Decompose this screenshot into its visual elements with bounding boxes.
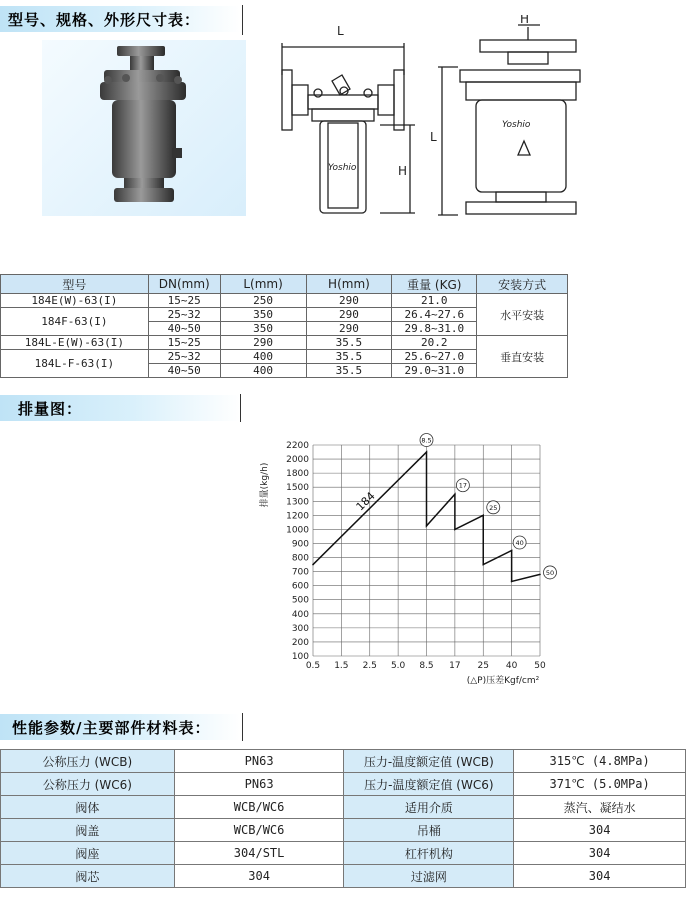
chart-y-tick-label: 1300: [286, 497, 309, 508]
table-row: [1, 336, 568, 350]
dn-cell: 40~50: [148, 364, 220, 378]
l-cell: 400: [220, 350, 306, 364]
chart-x-tick-label: 8.5: [419, 661, 434, 671]
header-weight: 重量 (KG): [392, 275, 477, 294]
chart-x-tick-label: 0.5: [305, 661, 321, 671]
dn-cell: 25~32: [148, 308, 220, 322]
model-cell: 184E(W)-63(I): [1, 294, 149, 308]
chart-y-tick-label: 2200: [286, 441, 309, 451]
weight-cell: 29.8~31.0: [392, 322, 477, 336]
chart-y-tick-label: 900: [291, 539, 309, 550]
param-value-cell: 304: [514, 865, 686, 888]
header-l: L(mm): [220, 275, 306, 294]
param-label-cell: 过滤网: [344, 865, 514, 888]
weight-cell: 29.0~31.0: [392, 364, 477, 378]
spec-table: [0, 274, 568, 378]
chart-y-tick-label: 1200: [286, 511, 309, 522]
product-photo: [42, 40, 246, 216]
table-row: [1, 750, 686, 773]
chart-x-tick-label: 5.0: [390, 661, 406, 671]
header-h: H(mm): [306, 275, 392, 294]
drawing-label-L-side: L: [430, 130, 437, 144]
chart-y-tick-label: 200: [291, 637, 309, 648]
chart-point: [454, 493, 456, 495]
chart-orifice-label: 50: [545, 568, 555, 577]
section-divider: [242, 713, 243, 741]
chart-x-tick-label: 1.5: [334, 661, 349, 671]
param-value-cell: PN63: [174, 750, 344, 773]
param-value-cell: WCB/WC6: [174, 819, 344, 842]
h-cell: 35.5: [306, 336, 392, 350]
table-row: [1, 842, 686, 865]
discharge-chart: [245, 425, 565, 695]
param-label-cell: 公称压力 (WC6): [1, 773, 175, 796]
header-dn: DN(mm): [148, 275, 220, 294]
weight-cell: 21.0: [392, 294, 477, 308]
chart-point: [426, 525, 428, 527]
chart-svg: [245, 425, 565, 695]
l-cell: 250: [220, 294, 306, 308]
param-value-cell: 蒸汽、凝结水: [514, 796, 686, 819]
param-label-cell: 适用介质: [344, 796, 514, 819]
drawing-logo-left: Yoshio: [328, 163, 357, 173]
spec-section-title: 型号、规格、外形尺寸表：: [8, 11, 201, 29]
drawing-label-H: H: [398, 164, 408, 178]
dimension-drawing: [270, 15, 590, 230]
chart-y-tick-label: 400: [291, 609, 309, 620]
dn-cell: 15~25: [148, 294, 220, 308]
chart-y-tick-label: 2000: [286, 455, 309, 466]
chart-point: [482, 564, 484, 566]
model-cell: 184L-E(W)-63(I): [1, 336, 149, 350]
model-cell: 184L-F-63(I): [1, 350, 149, 378]
chart-x-tick-label: 25: [477, 661, 489, 671]
chart-x-axis-label: (△P)压差Kgf/cm²: [466, 676, 540, 686]
table-row: [1, 294, 568, 308]
h-cell: 35.5: [306, 350, 392, 364]
chart-x-tick-label: 2.5: [362, 661, 377, 671]
chart-y-tick-label: 300: [291, 623, 309, 634]
param-value-cell: 304: [514, 819, 686, 842]
chart-point: [511, 550, 513, 552]
chart-x-tick-label: 50: [534, 661, 546, 671]
chart-x-tick-label: 17: [449, 661, 461, 671]
weight-cell: 25.6~27.0: [392, 350, 477, 364]
l-cell: 290: [220, 336, 306, 350]
param-value-cell: PN63: [174, 773, 344, 796]
chart-orifice-label: 25: [489, 503, 498, 512]
param-label-cell: 阀体: [1, 796, 175, 819]
param-label-cell: 阀座: [1, 842, 175, 865]
dn-cell: 40~50: [148, 322, 220, 336]
param-value-cell: WCB/WC6: [174, 796, 344, 819]
param-label-cell: 公称压力 (WCB): [1, 750, 175, 773]
drawing-label-H-top: H: [520, 15, 530, 26]
chart-section-title: 排量图：: [18, 400, 83, 418]
chart-y-axis-label: 排量(kg/h): [260, 462, 270, 508]
header-install: 安装方式: [477, 275, 568, 294]
chart-y-tick-label: 1800: [286, 469, 309, 480]
chart-orifice-label: 40: [515, 539, 524, 547]
weight-cell: 26.4~27.6: [392, 308, 477, 322]
table-row: [1, 796, 686, 819]
param-value-cell: 315℃ (4.8MPa): [514, 750, 686, 773]
l-cell: 350: [220, 322, 306, 336]
model-cell: 184F-63(I): [1, 308, 149, 336]
chart-point: [539, 574, 541, 576]
chart-y-tick-label: 600: [291, 581, 309, 592]
chart-point: [426, 451, 428, 453]
param-label-cell: 压力-温度额定值 (WCB): [344, 750, 514, 773]
chart-y-tick-label: 500: [291, 595, 309, 606]
l-cell: 350: [220, 308, 306, 322]
table-row: [1, 865, 686, 888]
chart-y-tick-label: 700: [291, 567, 309, 578]
param-label-cell: 杠杆机构: [344, 842, 514, 865]
dn-cell: 15~25: [148, 336, 220, 350]
param-value-cell: 371℃ (5.0MPa): [514, 773, 686, 796]
chart-point: [312, 564, 314, 566]
perf-table: [0, 749, 686, 888]
install-cell: 垂直安装: [477, 336, 568, 378]
table-row: [1, 819, 686, 842]
chart-point: [454, 529, 456, 531]
param-value-cell: 304: [514, 842, 686, 865]
param-value-cell: 304: [174, 865, 344, 888]
param-value-cell: 304/STL: [174, 842, 344, 865]
weight-cell: 20.2: [392, 336, 477, 350]
header-model: 型号: [1, 275, 149, 294]
chart-orifice-label: 17: [458, 481, 468, 490]
chart-y-tick-label: 800: [291, 553, 309, 564]
param-label-cell: 阀盖: [1, 819, 175, 842]
chart-point: [482, 515, 484, 517]
dn-cell: 25~32: [148, 350, 220, 364]
h-cell: 290: [306, 322, 392, 336]
drawing-label-L: L: [337, 24, 344, 38]
table-row: [1, 773, 686, 796]
perf-section-title: 性能参数/主要部件材料表：: [12, 719, 211, 737]
l-cell: 400: [220, 364, 306, 378]
chart-orifice-label: 8.5: [421, 436, 432, 445]
chart-point: [511, 581, 513, 583]
chart-y-tick-label: 1000: [286, 525, 309, 536]
param-label-cell: 阀芯: [1, 865, 175, 888]
section-divider: [242, 5, 243, 35]
param-label-cell: 吊桶: [344, 819, 514, 842]
h-cell: 290: [306, 294, 392, 308]
chart-y-tick-label: 1500: [286, 483, 309, 494]
param-label-cell: 压力-温度额定值 (WC6): [344, 773, 514, 796]
install-cell: 水平安装: [477, 294, 568, 336]
chart-series-label: 184: [353, 489, 378, 514]
chart-y-tick-label: 100: [291, 652, 309, 662]
chart-x-tick-label: 40: [505, 661, 518, 671]
drawing-logo-right: Yoshio: [502, 120, 531, 130]
h-cell: 35.5: [306, 364, 392, 378]
section-divider: [240, 394, 241, 422]
h-cell: 290: [306, 308, 392, 322]
